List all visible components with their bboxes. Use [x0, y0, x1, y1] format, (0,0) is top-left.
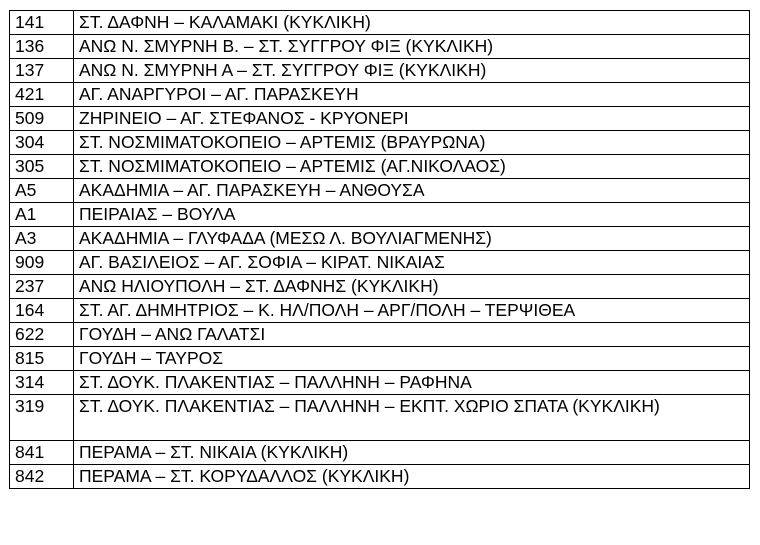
route-code-cell: 305 [10, 155, 74, 179]
route-code-cell: 141 [10, 11, 74, 35]
route-description-cell: ΠΕΡΑΜΑ – ΣΤ. ΝΙΚΑΙΑ (ΚΥΚΛΙΚΗ) [74, 441, 750, 465]
route-code-cell: 909 [10, 251, 74, 275]
route-description-cell: ΣΤ. ΔΟΥΚ. ΠΛΑΚΕΝΤΙΑΣ – ΠΑΛΛΗΝΗ – ΡΑΦΗΝΑ [74, 371, 750, 395]
route-description-cell: ΓΟΥΔΗ – ΤΑΥΡΟΣ [74, 347, 750, 371]
table-row [10, 59, 750, 83]
table-row [10, 299, 750, 323]
route-description-cell: ΑΝΩ Ν. ΣΜΥΡΝΗ Α – ΣΤ. ΣΥΓΓΡΟΥ ΦΙΞ (ΚΥΚΛΙΚΗ) [74, 59, 750, 83]
bus-routes-table [9, 10, 750, 489]
route-description-cell: ΣΤ. ΔΟΥΚ. ΠΛΑΚΕΝΤΙΑΣ – ΠΑΛΛΗΝΗ – ΕΚΠΤ. ΧΩΡΙΟ ΣΠΑΤΑ (ΚΥΚΛΙΚΗ) [74, 395, 750, 441]
route-code-cell: 509 [10, 107, 74, 131]
route-description-cell: ΑΓ. ΒΑΣΙΛΕΙΟΣ – ΑΓ. ΣΟΦΙΑ – ΚΙΡΑΤ. ΝΙΚΑΙΑΣ [74, 251, 750, 275]
route-code-cell: 841 [10, 441, 74, 465]
route-description-cell: ΠΕΙΡΑΙΑΣ – ΒΟΥΛΑ [74, 203, 750, 227]
route-code-cell: 319 [10, 395, 74, 441]
table-row [10, 395, 750, 441]
route-code-cell: 842 [10, 465, 74, 489]
table-row [10, 441, 750, 465]
route-description-cell: ΓΟΥΔΗ – ΑΝΩ ΓΑΛΑΤΣΙ [74, 323, 750, 347]
route-description-cell: ΣΤ. ΑΓ. ΔΗΜΗΤΡΙΟΣ – Κ. ΗΛ/ΠΟΛΗ – ΑΡΓ/ΠΟΛΗ – ΤΕΡΨΙΘΕΑ [74, 299, 750, 323]
table-row [10, 227, 750, 251]
route-description-cell: ΖΗΡΙΝΕΙΟ – ΑΓ. ΣΤΕΦΑΝΟΣ - ΚΡΥΟΝΕΡΙ [74, 107, 750, 131]
table-row [10, 107, 750, 131]
table-row [10, 347, 750, 371]
route-code-cell: Α5 [10, 179, 74, 203]
route-code-cell: 137 [10, 59, 74, 83]
route-code-cell: Α1 [10, 203, 74, 227]
route-code-cell: 314 [10, 371, 74, 395]
table-row [10, 275, 750, 299]
route-description-cell: ΠΕΡΑΜΑ – ΣΤ. ΚΟΡΥΔΑΛΛΟΣ (ΚΥΚΛΙΚΗ) [74, 465, 750, 489]
route-description-cell: ΣΤ. ΝΟΣΜΙΜΑΤΟΚΟΠΕΙΟ – ΑΡΤΕΜΙΣ (ΒΡΑΥΡΩΝΑ) [74, 131, 750, 155]
route-description-cell: ΑΝΩ ΗΛΙΟΥΠΟΛΗ – ΣΤ. ΔΑΦΝΗΣ (ΚΥΚΛΙΚΗ) [74, 275, 750, 299]
route-code-cell: 237 [10, 275, 74, 299]
route-description-cell: ΣΤ. ΝΟΣΜΙΜΑΤΟΚΟΠΕΙΟ – ΑΡΤΕΜΙΣ (ΑΓ.ΝΙΚΟΛΑΟΣ) [74, 155, 750, 179]
table-row [10, 371, 750, 395]
route-code-cell: 815 [10, 347, 74, 371]
table-row [10, 203, 750, 227]
route-code-cell: 136 [10, 35, 74, 59]
table-row [10, 323, 750, 347]
route-code-cell: 164 [10, 299, 74, 323]
route-code-cell: 421 [10, 83, 74, 107]
table-row [10, 155, 750, 179]
table-row [10, 11, 750, 35]
route-code-cell: 622 [10, 323, 74, 347]
route-description-cell: ΑΚΑΔΗΜΙΑ – ΓΛΥΦΑΔΑ (ΜΕΣΩ Λ. ΒΟΥΛΙΑΓΜΕΝΗΣ) [74, 227, 750, 251]
route-description-cell: ΣΤ. ΔΑΦΝΗ – ΚΑΛΑΜΑΚΙ (ΚΥΚΛΙΚΗ) [74, 11, 750, 35]
table-row [10, 465, 750, 489]
route-code-cell: Α3 [10, 227, 74, 251]
table-row [10, 131, 750, 155]
table-row [10, 251, 750, 275]
route-description-cell: ΑΚΑΔΗΜΙΑ – ΑΓ. ΠΑΡΑΣΚΕΥΗ – ΑΝΘΟΥΣΑ [74, 179, 750, 203]
route-code-cell: 304 [10, 131, 74, 155]
table-row [10, 83, 750, 107]
route-description-cell: ΑΓ. ΑΝΑΡΓΥΡΟΙ – ΑΓ. ΠΑΡΑΣΚΕΥΗ [74, 83, 750, 107]
routes-table-body [10, 11, 750, 489]
table-row [10, 35, 750, 59]
route-description-cell: ΑΝΩ Ν. ΣΜΥΡΝΗ Β. – ΣΤ. ΣΥΓΓΡΟΥ ΦΙΞ (ΚΥΚΛΙΚΗ) [74, 35, 750, 59]
table-row [10, 179, 750, 203]
